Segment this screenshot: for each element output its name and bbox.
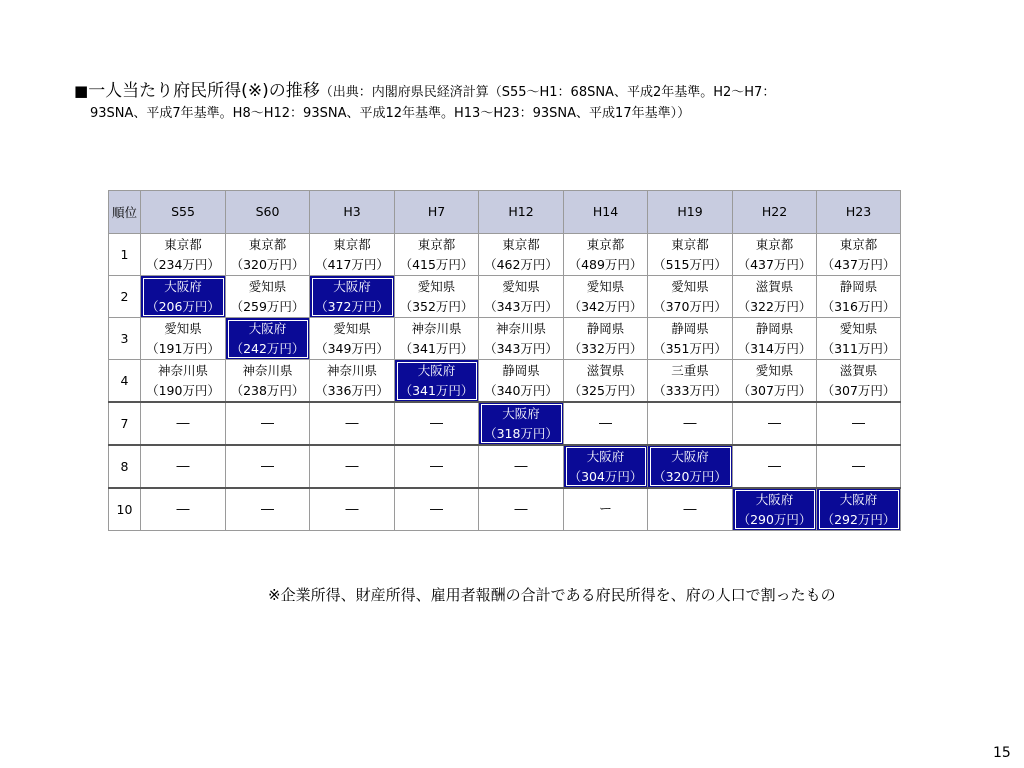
- column-header: H19: [648, 191, 733, 234]
- prefecture-cell: [395, 276, 479, 318]
- prefecture-name: 愛知県: [755, 362, 794, 378]
- prefecture-name: 東京都: [839, 236, 878, 252]
- table-row: [109, 360, 901, 403]
- empty-cell: ―: [733, 402, 817, 445]
- table-row: [109, 276, 901, 318]
- prefecture-name: 静岡県: [586, 320, 625, 336]
- prefecture-cell: [479, 234, 564, 276]
- prefecture-name: 東京都: [755, 236, 794, 252]
- empty-cell: ―: [226, 402, 310, 445]
- income-value: （307万円）: [737, 382, 812, 398]
- prefecture-name: 神奈川県: [157, 362, 208, 378]
- prefecture-cell: [226, 234, 310, 276]
- table-row: [109, 318, 901, 360]
- income-value: （320万円）: [653, 468, 727, 484]
- column-header: H22: [733, 191, 817, 234]
- prefecture-name: 東京都: [671, 236, 709, 252]
- empty-cell: ―: [141, 445, 226, 488]
- prefecture-cell: [395, 234, 479, 276]
- income-value: （341万円）: [399, 382, 474, 398]
- prefecture-cell: [817, 234, 901, 276]
- income-value: （292万円）: [821, 511, 896, 527]
- empty-cell: ー: [564, 488, 648, 531]
- prefecture-cell: [733, 276, 817, 318]
- title-line-1: [74, 80, 974, 103]
- income-value: （437万円）: [821, 256, 896, 272]
- prefecture-name: 三重県: [671, 362, 709, 378]
- income-value: （234万円）: [146, 256, 220, 272]
- column-header: S55: [141, 191, 226, 234]
- column-header: H7: [395, 191, 479, 234]
- income-value: （333万円）: [653, 382, 727, 398]
- prefecture-cell: [564, 234, 648, 276]
- income-value: （343万円）: [484, 298, 558, 314]
- empty-cell: ―: [479, 445, 564, 488]
- prefecture-cell: [395, 318, 479, 360]
- prefecture-name: 愛知県: [502, 278, 540, 294]
- osaka-highlight-cell: [226, 318, 310, 360]
- rank-cell: 3: [109, 318, 141, 360]
- page-number: 15: [993, 745, 1011, 761]
- empty-cell: ―: [395, 488, 479, 531]
- osaka-highlight-cell: [648, 445, 733, 488]
- prefecture-name: 静岡県: [839, 278, 878, 294]
- prefecture-cell: [226, 360, 310, 403]
- income-value: （259万円）: [230, 298, 305, 314]
- income-value: （314万円）: [737, 340, 812, 356]
- osaka-highlight-cell: [817, 488, 901, 531]
- income-value: （320万円）: [230, 256, 305, 272]
- income-value: （341万円）: [399, 340, 474, 356]
- prefecture-name: 東京都: [333, 236, 371, 252]
- prefecture-name: 大阪府: [248, 320, 287, 336]
- title-main-text: 一人当たり府民所得(※)の推移: [88, 81, 320, 101]
- osaka-highlight-cell: [395, 360, 479, 403]
- prefecture-cell: [310, 234, 395, 276]
- income-value: （342万円）: [568, 298, 643, 314]
- income-value: （318万円）: [484, 425, 558, 441]
- prefecture-cell: [226, 276, 310, 318]
- prefecture-cell: [648, 234, 733, 276]
- prefecture-cell: [648, 276, 733, 318]
- empty-cell: ―: [310, 445, 395, 488]
- prefecture-name: 愛知県: [671, 278, 709, 294]
- rank-cell: 4: [109, 360, 141, 403]
- income-value: （372万円）: [315, 298, 389, 314]
- prefecture-name: 神奈川県: [242, 362, 293, 378]
- prefecture-cell: [564, 276, 648, 318]
- income-value: （351万円）: [653, 340, 727, 356]
- empty-cell: ―: [564, 402, 648, 445]
- prefecture-name: 東京都: [164, 236, 202, 252]
- table-row: [109, 488, 901, 531]
- prefecture-cell: [733, 234, 817, 276]
- prefecture-name: 大阪府: [671, 448, 709, 464]
- empty-cell: ―: [310, 488, 395, 531]
- income-value: （489万円）: [568, 256, 643, 272]
- empty-cell: ―: [817, 402, 901, 445]
- prefecture-cell: [141, 318, 226, 360]
- prefecture-name: 神奈川県: [411, 320, 462, 336]
- income-value: （191万円）: [146, 340, 220, 356]
- empty-cell: ―: [226, 445, 310, 488]
- prefecture-name: 愛知県: [164, 320, 202, 336]
- prefecture-name: 大阪府: [586, 448, 625, 464]
- income-value: （242万円）: [230, 340, 305, 356]
- prefecture-name: 滋賀県: [839, 362, 878, 378]
- prefecture-name: 東京都: [502, 236, 540, 252]
- empty-cell: ―: [141, 402, 226, 445]
- empty-cell: ―: [141, 488, 226, 531]
- prefecture-name: 東京都: [586, 236, 625, 252]
- empty-cell: ―: [648, 402, 733, 445]
- osaka-highlight-cell: [141, 276, 226, 318]
- rank-cell: 8: [109, 445, 141, 488]
- prefecture-name: 大阪府: [333, 278, 371, 294]
- prefecture-cell: [479, 318, 564, 360]
- prefecture-name: 愛知県: [333, 320, 371, 336]
- income-value: （349万円）: [315, 340, 389, 356]
- income-value: （417万円）: [315, 256, 389, 272]
- table-row: [109, 445, 901, 488]
- income-value: （437万円）: [737, 256, 812, 272]
- column-header: H23: [817, 191, 901, 234]
- prefecture-cell: [733, 360, 817, 403]
- prefecture-cell: [141, 360, 226, 403]
- income-value: （343万円）: [484, 340, 558, 356]
- prefecture-cell: [479, 360, 564, 403]
- title-source-line-1: （出典：内閣府県民経済計算（S55～H1：68SNA、平成2年基準。H2～H7：: [319, 85, 776, 100]
- prefecture-name: 静岡県: [755, 320, 794, 336]
- rank-cell: 10: [109, 488, 141, 531]
- prefecture-name: 神奈川県: [326, 362, 377, 378]
- rank-cell: 1: [109, 234, 141, 276]
- osaka-highlight-cell: [564, 445, 648, 488]
- prefecture-name: 滋賀県: [586, 362, 625, 378]
- empty-cell: ―: [733, 445, 817, 488]
- income-value: （290万円）: [737, 511, 812, 527]
- income-value: （316万円）: [821, 298, 896, 314]
- rank-cell: 2: [109, 276, 141, 318]
- empty-cell: ―: [310, 402, 395, 445]
- prefecture-cell: [817, 276, 901, 318]
- prefecture-name: 東京都: [417, 236, 456, 252]
- prefecture-name: 愛知県: [839, 320, 878, 336]
- prefecture-name: 大阪府: [502, 405, 540, 421]
- empty-cell: ―: [648, 488, 733, 531]
- prefecture-name: 大阪府: [839, 491, 878, 507]
- prefecture-name: 静岡県: [671, 320, 709, 336]
- prefecture-name: 神奈川県: [495, 320, 546, 336]
- income-value: （370万円）: [653, 298, 727, 314]
- empty-cell: ―: [226, 488, 310, 531]
- column-header: H3: [310, 191, 395, 234]
- empty-cell: ―: [479, 488, 564, 531]
- prefecture-cell: [564, 360, 648, 403]
- income-value: （462万円）: [484, 256, 558, 272]
- prefecture-name: 大阪府: [417, 362, 456, 378]
- slide-title: [74, 80, 974, 124]
- osaka-highlight-cell: [733, 488, 817, 531]
- prefecture-name: 滋賀県: [755, 278, 794, 294]
- prefecture-name: 静岡県: [502, 362, 540, 378]
- prefecture-cell: [733, 318, 817, 360]
- prefecture-name: 東京都: [248, 236, 287, 252]
- prefecture-cell: [817, 360, 901, 403]
- income-value: （206万円）: [146, 298, 220, 314]
- column-header: H12: [479, 191, 564, 234]
- prefecture-name: 愛知県: [417, 278, 456, 294]
- column-header: H14: [564, 191, 648, 234]
- table-header-row: [109, 191, 901, 234]
- empty-cell: ―: [817, 445, 901, 488]
- prefecture-cell: [479, 276, 564, 318]
- income-value: （307万円）: [821, 382, 896, 398]
- income-value: （336万円）: [315, 382, 389, 398]
- prefecture-cell: [817, 318, 901, 360]
- prefecture-name: 大阪府: [755, 491, 794, 507]
- table-row: [109, 402, 901, 445]
- rank-header: 順位: [109, 191, 141, 234]
- income-value: （340万円）: [484, 382, 558, 398]
- rank-cell: 7: [109, 402, 141, 445]
- prefecture-name: 愛知県: [586, 278, 625, 294]
- footnote: ※企業所得、財産所得、雇用者報酬の合計である府民所得を、府の人口で割ったもの: [268, 586, 836, 604]
- column-header: S60: [226, 191, 310, 234]
- income-value: （415万円）: [399, 256, 474, 272]
- title-source-line-2: 93SNA、平成7年基準。H8～H12：93SNA、平成12年基準。H13～H23：93SNA、平成17年基準））: [90, 106, 691, 121]
- prefecture-cell: [310, 360, 395, 403]
- income-value: （311万円）: [821, 340, 896, 356]
- income-value: （325万円）: [568, 382, 643, 398]
- income-value: （190万円）: [146, 382, 220, 398]
- prefecture-cell: [648, 318, 733, 360]
- prefecture-cell: [648, 360, 733, 403]
- income-value: （238万円）: [230, 382, 305, 398]
- prefecture-cell: [310, 318, 395, 360]
- table-row: [109, 234, 901, 276]
- prefecture-name: 大阪府: [164, 278, 202, 294]
- prefecture-cell: [141, 234, 226, 276]
- income-value: （515万円）: [653, 256, 727, 272]
- income-value: （304万円）: [568, 468, 643, 484]
- income-value: （322万円）: [737, 298, 812, 314]
- osaka-highlight-cell: [310, 276, 395, 318]
- income-value: （332万円）: [568, 340, 643, 356]
- empty-cell: ―: [395, 445, 479, 488]
- prefecture-cell: [564, 318, 648, 360]
- empty-cell: ―: [395, 402, 479, 445]
- square-bullet-icon: ■: [74, 82, 89, 100]
- prefecture-name: 愛知県: [248, 278, 287, 294]
- income-value: （352万円）: [399, 298, 474, 314]
- osaka-highlight-cell: [479, 402, 564, 445]
- income-ranking-table: [108, 190, 901, 531]
